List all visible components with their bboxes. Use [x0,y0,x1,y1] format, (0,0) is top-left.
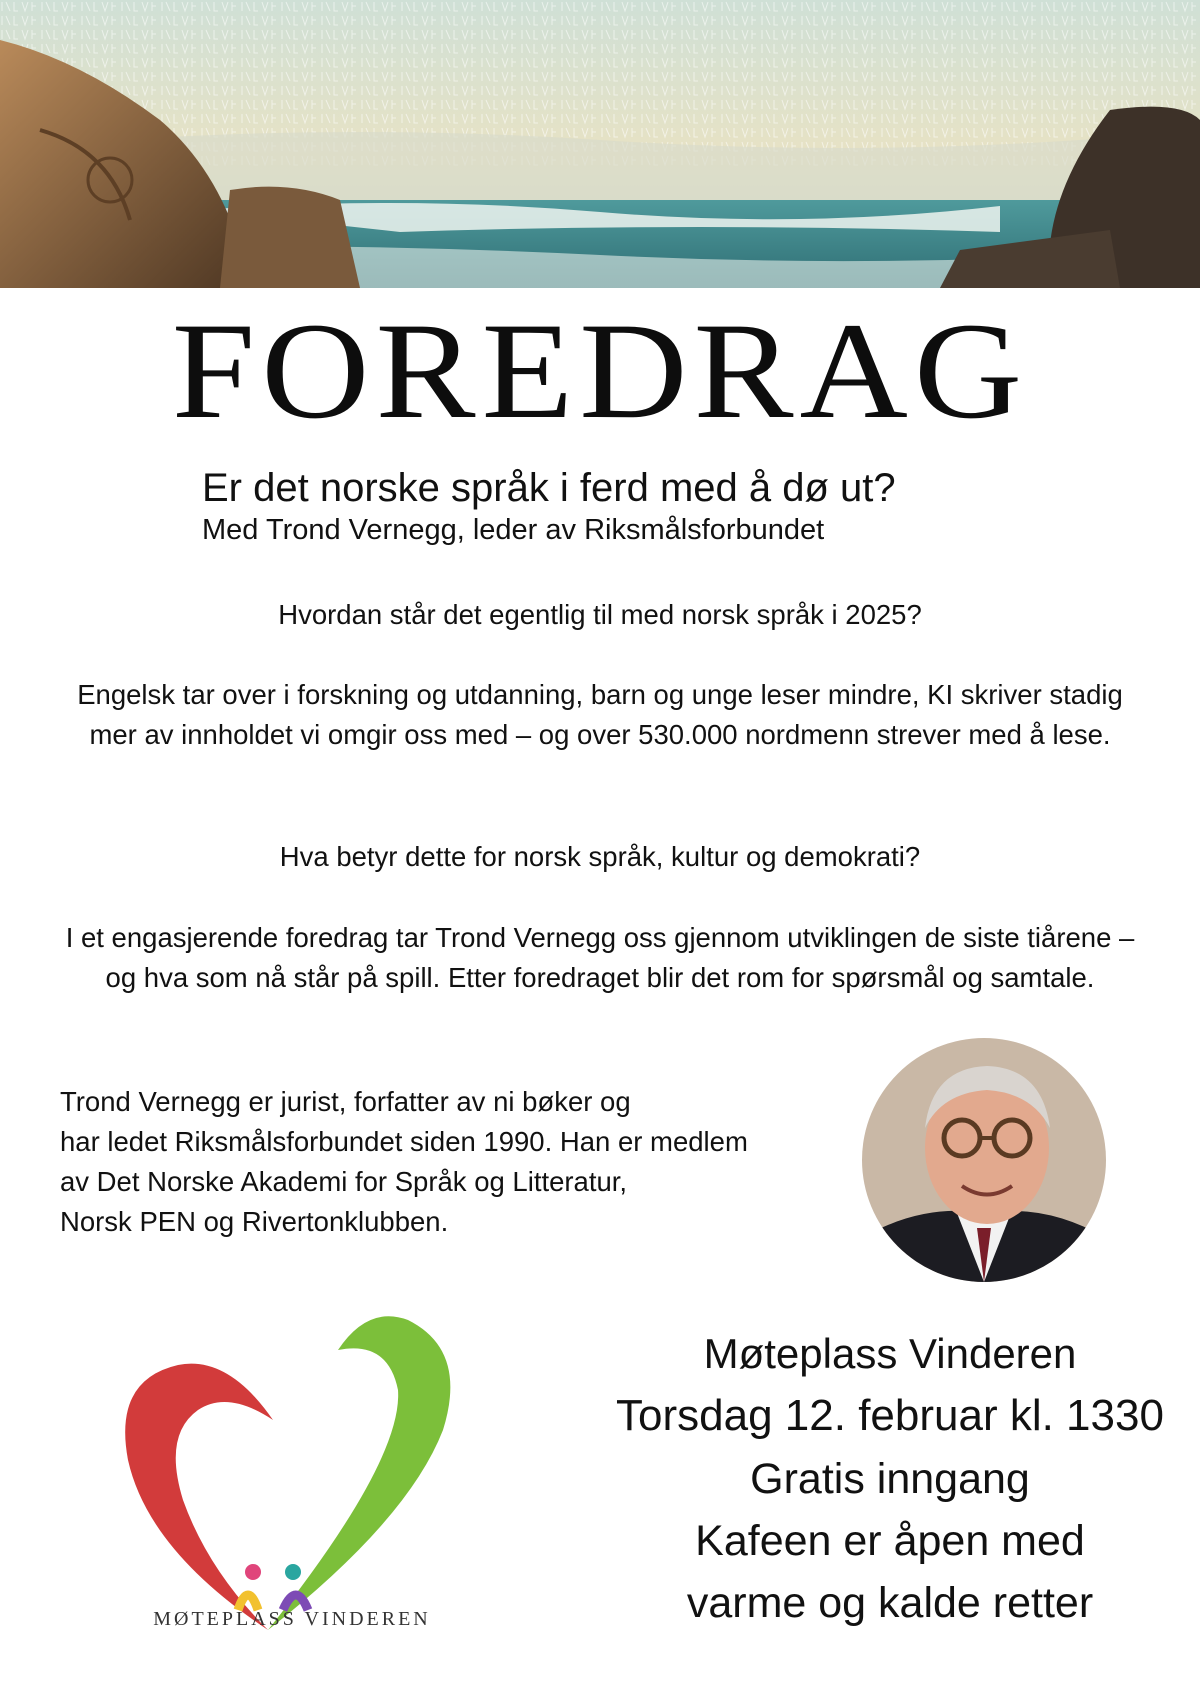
event-date: Torsdag 12. februar kl. 1330 [616,1391,1164,1440]
paragraph-description: I et engasjerende foredrag tar Trond Vernegg oss gjennom utviklingen de siste tiårene – og hva som nå står på spill. Etter foredraget blir det rom for spørsmål og samtale. [65,922,1135,993]
bio-line: har ledet Riksmålsforbundet siden 1990. Han er medlem [60,1126,748,1157]
logo-heart [108,1310,468,1650]
speaker-bio [60,1082,748,1242]
speaker-portrait [862,1038,1106,1282]
event-cafe-line: varme og kalde retter [686,1579,1094,1627]
event-venue: Møteplass Vinderen [703,1330,1077,1377]
bio-line: av Det Norske Akademi for Språk og Litteratur, [60,1166,628,1197]
subtitle: Er det norske språk i ferd med å dø ut? [202,466,896,510]
bio-line: Norsk PEN og Rivertonklubben. [60,1206,449,1237]
event-info [590,1324,1190,1634]
event-cafe-line: Kafeen er åpen med [695,1517,1085,1565]
header-image [0,0,1200,288]
speaker-line: Med Trond Vernegg, leder av Riksmålsforbundet [202,514,825,546]
page-title: FOREDRAG [171,294,1029,448]
logo-text: MØTEPLASS VINDEREN [153,1608,431,1630]
bio-line: Trond Vernegg er jurist, forfatter av ni bøker og [60,1086,631,1117]
event-entry: Gratis inngang [750,1455,1030,1503]
paragraph-question-two: Hva betyr dette for norsk språk, kultur og demokrati? [279,841,921,872]
paragraph-question: Hvordan står det egentlig til med norsk språk i 2025? [278,599,922,630]
paragraph-context: Engelsk tar over i forskning og utdanning, barn og unge leser mindre, KI skriver stadig mer av innholdet vi omgir oss med – og over 530.000 nordmenn strever med å lese. [77,679,1123,750]
